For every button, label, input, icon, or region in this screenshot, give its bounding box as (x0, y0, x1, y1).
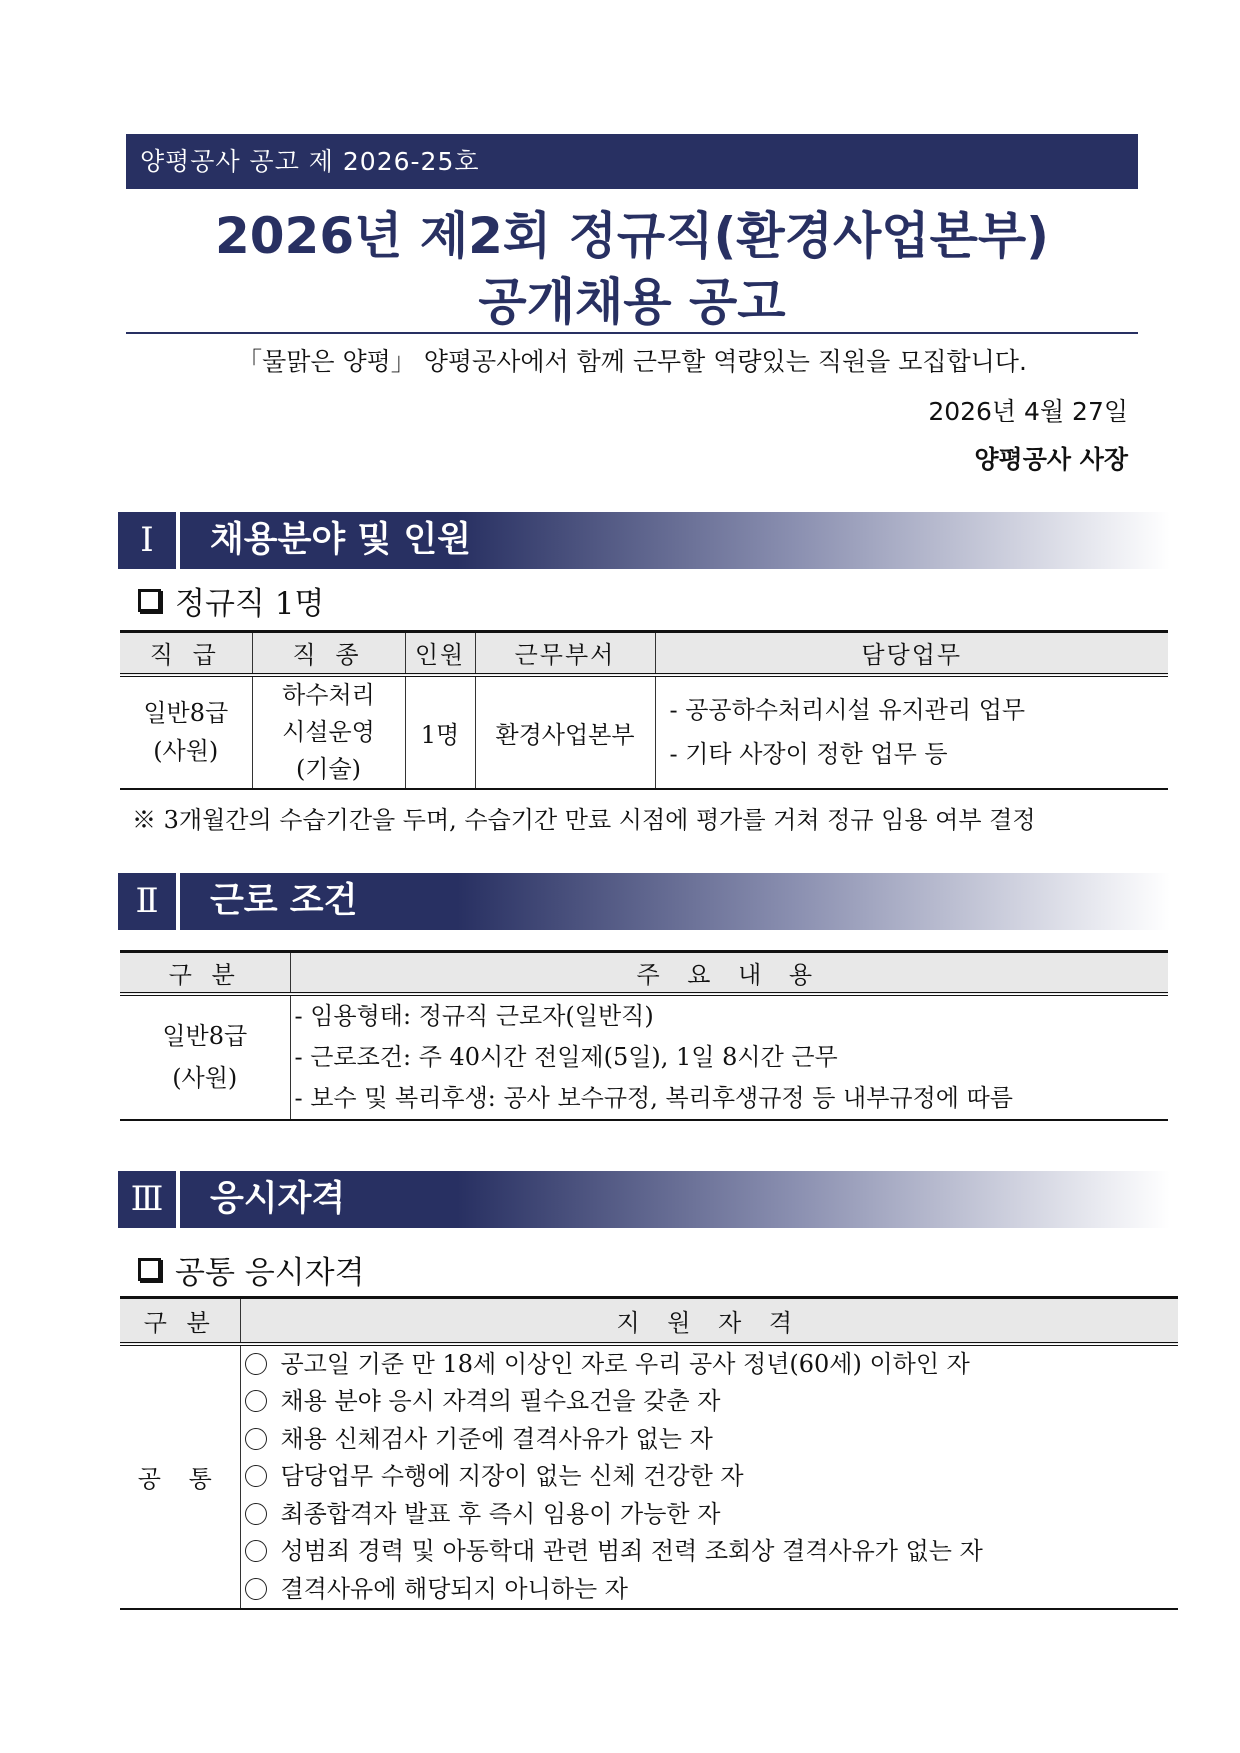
section1-subheading-text: 정규직 1명 (175, 586, 325, 622)
table-header-row (120, 952, 1168, 994)
job-type-line: 하수처리 (282, 680, 375, 709)
section1-subheading (138, 578, 324, 623)
title-divider (126, 332, 1138, 334)
department-cell: 환경사업본부 (475, 675, 655, 789)
section2-title: 근로 조건 (210, 881, 358, 921)
recruitment-table (120, 630, 1168, 790)
checkbox-icon (138, 1258, 161, 1281)
signer: 양평공사 사장 (974, 445, 1128, 474)
qualification-item: 성범죄 경력 및 아동학대 관련 범죄 전력 조회상 결격사유가 없는 자 (241, 1533, 1179, 1571)
content-cell (290, 994, 1168, 1120)
working-conditions-table (120, 950, 1168, 1121)
section3-subheading (138, 1247, 365, 1292)
qualification-item: 채용 신체검사 기준에 결격사유가 없는 자 (241, 1421, 1179, 1459)
notice-number-bar: 양평공사 공고 제 2026-25호 (126, 134, 1138, 189)
circle-bullet-icon (245, 1503, 267, 1525)
duties-cell (655, 675, 1168, 789)
qualification-item: 최종합격자 발표 후 즉시 임용이 가능한 자 (241, 1496, 1179, 1534)
circle-bullet-icon (245, 1540, 267, 1562)
duty-item: - 기타 사장이 정한 업무 등 (669, 740, 948, 768)
job-type-cell (252, 675, 405, 789)
section2-header (118, 873, 1170, 930)
table-row (120, 675, 1168, 789)
qualification-item: 공고일 기준 만 18세 이상인 자로 우리 공사 정년(60세) 이하인 자 (241, 1346, 1179, 1384)
grade-line: (사원) (153, 737, 219, 765)
col-header-qualification: 지 원 자 격 (240, 1298, 1178, 1344)
qualification-item: 채용 분야 응시 자격의 필수요건을 갖춘 자 (241, 1383, 1179, 1421)
table-row (120, 994, 1168, 1120)
count-cell: 1명 (405, 675, 475, 789)
category-line: (사원) (172, 1064, 238, 1092)
circle-bullet-icon (245, 1578, 267, 1600)
category-cell: 공 통 (120, 1344, 240, 1610)
col-header-category: 구 분 (120, 1298, 240, 1344)
col-header-department: 근무부서 (475, 632, 655, 675)
table-header-row (120, 632, 1168, 675)
condition-item: - 보수 및 복리후생: 공사 보수규정, 복리후생규정 등 내부규정에 따름 (294, 1083, 1013, 1112)
job-type-line: (기술) (295, 754, 362, 783)
section1-header (118, 512, 1170, 569)
section3-number: Ⅲ (118, 1171, 176, 1228)
col-header-content: 주 요 내 용 (290, 952, 1168, 994)
qualification-item: 담당업무 수행에 지장이 없는 신체 건강한 자 (241, 1458, 1179, 1496)
col-header-count: 인원 (405, 632, 475, 675)
page-title-line1: 2026년 제2회 정규직(환경사업본부) (214, 207, 1050, 265)
job-type-line: 시설운영 (282, 717, 375, 746)
circle-bullet-icon (245, 1353, 267, 1375)
section3-title: 응시자격 (210, 1179, 346, 1219)
col-header-grade: 직 급 (120, 632, 252, 675)
category-cell (120, 994, 290, 1120)
table-row (120, 1344, 1178, 1610)
section2-number: Ⅱ (118, 873, 176, 930)
intro-text: 「물맑은 양평」 양평공사에서 함께 근무할 역량있는 직원을 모집합니다. (237, 347, 1027, 376)
probation-note: ※ 3개월간의 수습기간을 두며, 수습기간 만료 시점에 평가를 거쳐 정규 임용 여부 결정 (132, 806, 1036, 834)
eligibility-table (120, 1296, 1178, 1610)
category-line: 일반8급 (162, 1022, 248, 1050)
section3-header (118, 1171, 1170, 1228)
col-header-category: 구 분 (120, 952, 290, 994)
announcement-date: 2026년 4월 27일 (928, 397, 1128, 426)
circle-bullet-icon (245, 1465, 267, 1487)
col-header-job-type: 직 종 (252, 632, 405, 675)
circle-bullet-icon (245, 1390, 267, 1412)
circle-bullet-icon (245, 1428, 267, 1450)
section1-title: 채용분야 및 인원 (210, 520, 472, 560)
col-header-duties: 담당업무 (655, 632, 1168, 675)
duty-item: - 공공하수처리시설 유지관리 업무 (669, 696, 1026, 724)
qualification-item: 결격사유에 해당되지 아니하는 자 (241, 1571, 1179, 1609)
table-header-row (120, 1298, 1178, 1344)
section1-number: Ⅰ (118, 512, 176, 569)
section3-subheading-text: 공통 응시자격 (175, 1255, 365, 1291)
condition-item: - 임용형태: 정규직 근로자(일반직) (294, 1001, 654, 1030)
grade-line: 일반8급 (143, 699, 229, 727)
condition-item: - 근로조건: 주 40시간 전일제(5일), 1일 8시간 근무 (294, 1042, 838, 1071)
grade-cell (120, 675, 252, 789)
page-title-line2: 공개채용 공고 (478, 273, 786, 331)
qualification-cell (240, 1344, 1178, 1610)
checkbox-icon (138, 589, 161, 612)
